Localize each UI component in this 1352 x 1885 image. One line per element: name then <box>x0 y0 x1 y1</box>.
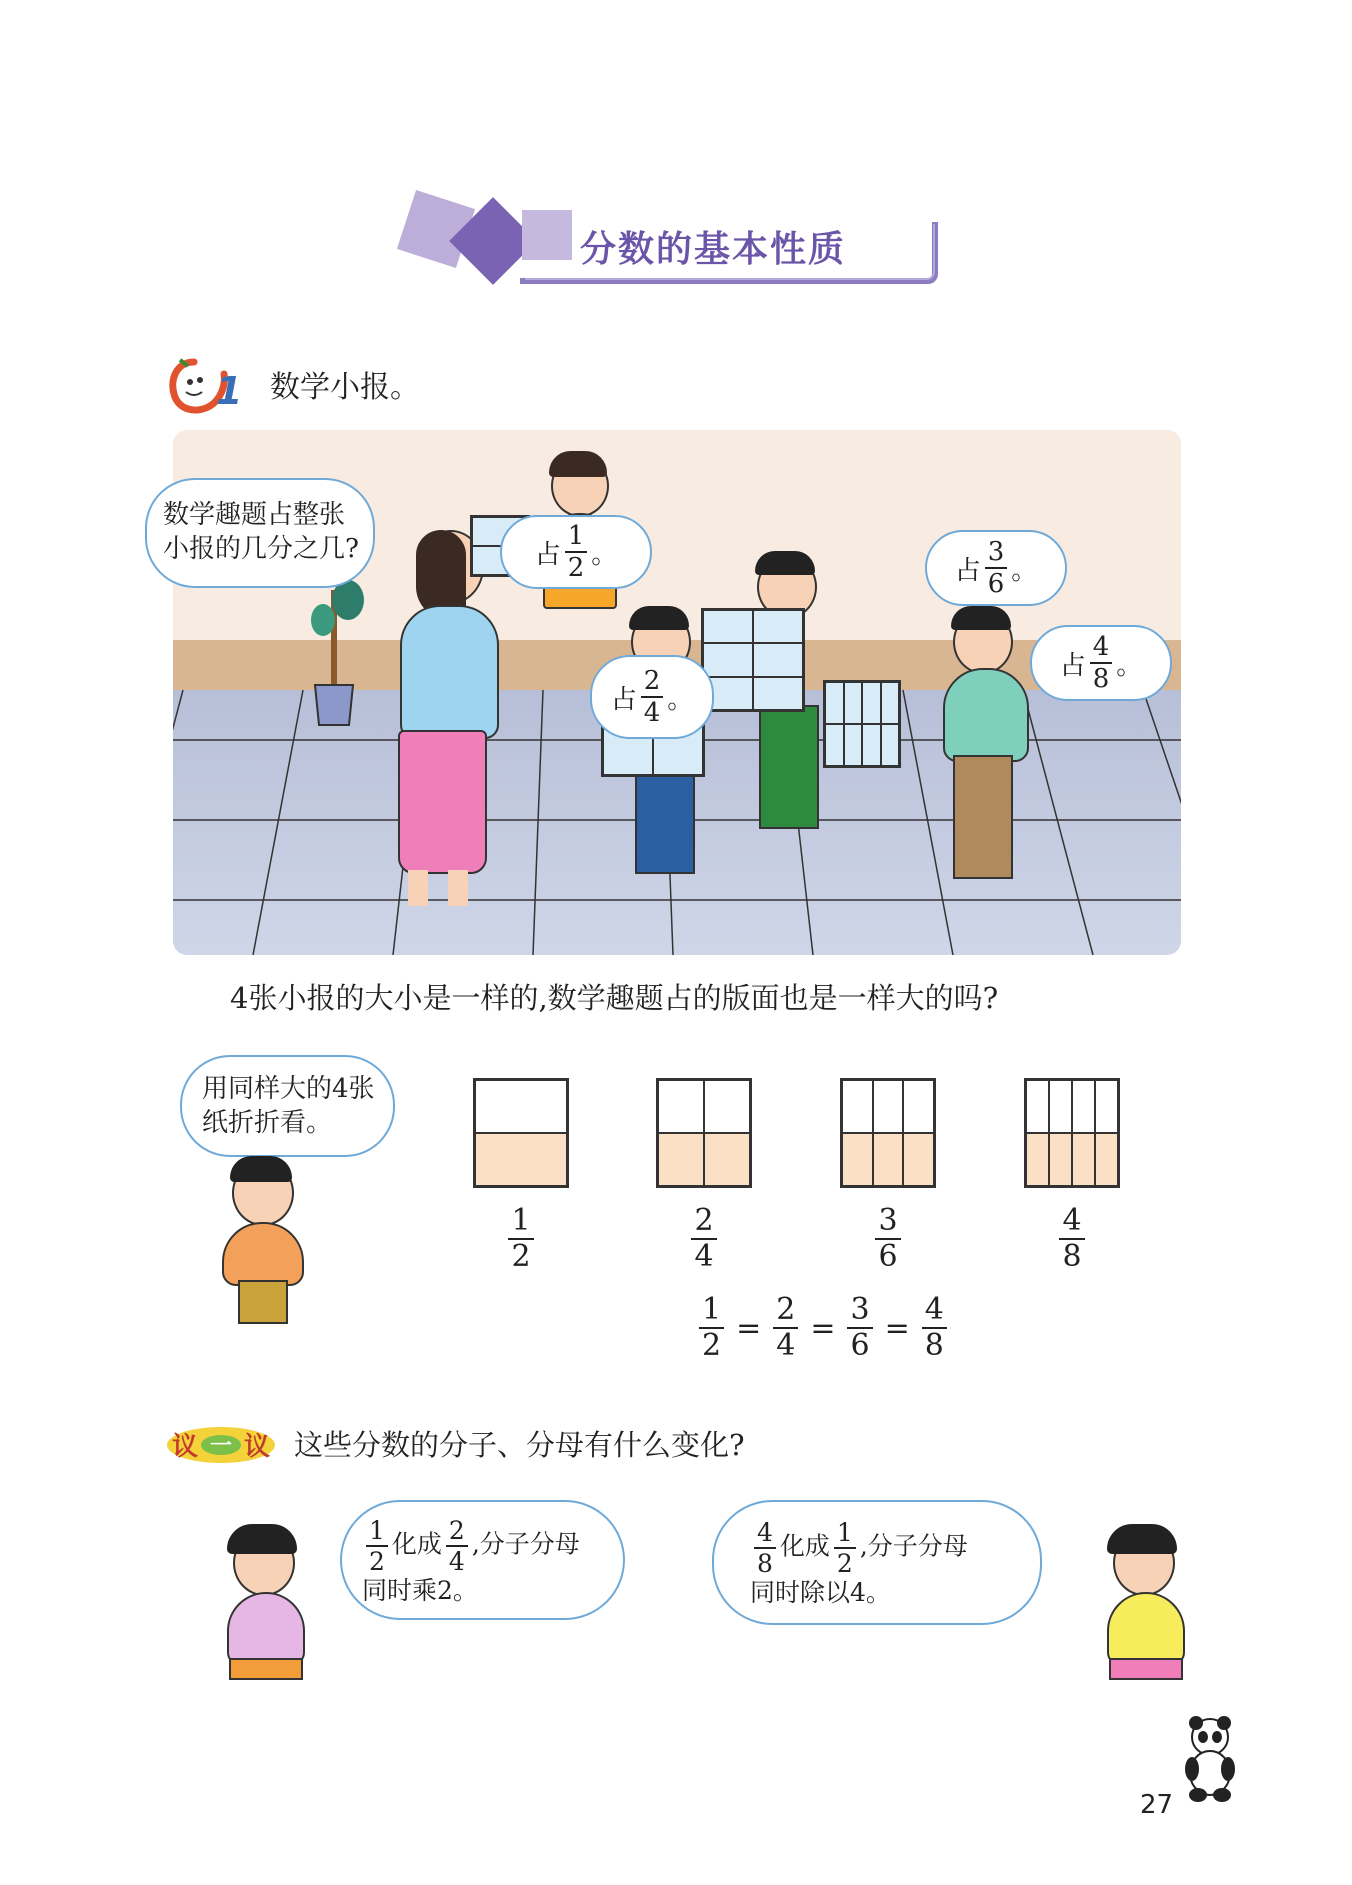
boy-figure <box>733 555 833 875</box>
occupy-label: 占 <box>954 555 981 586</box>
left-discussion-bubble <box>340 1500 625 1620</box>
unshaded-part <box>903 1080 934 1133</box>
boy-with-book-figure <box>210 1160 320 1330</box>
unshaded-part <box>1095 1080 1118 1133</box>
teacher-speech-bubble: 数学趣题占整张小报的几分之几? <box>145 478 375 588</box>
girl-right-figure <box>1085 1530 1205 1705</box>
unshaded-part <box>842 1080 873 1133</box>
unshaded-part <box>873 1080 904 1133</box>
right-discussion-bubble <box>712 1500 1042 1625</box>
answer-bubble-half <box>500 515 652 589</box>
folded-paper-4 <box>1024 1078 1120 1272</box>
fraction: $\frac{4}{8}$ <box>1090 634 1113 692</box>
girl-left-figure <box>205 1530 325 1705</box>
shaded-part <box>873 1133 904 1186</box>
page-number: 27 <box>1140 1790 1174 1820</box>
paper-grid <box>473 1078 569 1188</box>
shaded-part <box>842 1133 873 1186</box>
teacher-figure <box>388 530 518 910</box>
bubble-text: ,分子分母 <box>471 1529 580 1559</box>
period: 。 <box>667 684 694 715</box>
fraction: $\frac{1}{2}$ <box>699 1295 724 1361</box>
svg-text:议: 议 <box>172 1432 199 1462</box>
fraction-label: $\frac{2}{4}$ <box>691 1206 716 1272</box>
shaded-part <box>475 1133 567 1186</box>
shaded-part <box>903 1133 934 1186</box>
fraction: $\frac{3}{6}$ <box>847 1295 872 1361</box>
boy-figure <box>933 610 1043 910</box>
unshaded-part <box>704 1080 750 1133</box>
bubble-text: 同时除以4。 <box>750 1578 891 1607</box>
potted-plant-icon <box>303 570 373 730</box>
fraction-label: $\frac{3}{6}$ <box>875 1206 900 1272</box>
example-title: 数学小报。 <box>270 370 420 405</box>
paper-grid <box>840 1078 936 1188</box>
fraction: $\frac{3}{6}$ <box>985 539 1008 597</box>
newspaper-board <box>823 680 901 768</box>
fraction: $\frac{4}{8}$ <box>922 1295 947 1361</box>
verb-text: 化成 <box>391 1529 442 1559</box>
fraction: $\frac{2}{4}$ <box>641 668 664 726</box>
folded-paper-3 <box>840 1078 936 1272</box>
discussion-prompt: 这些分数的分子、分母有什么变化? <box>294 1428 745 1462</box>
fraction-label: $\frac{1}{2}$ <box>508 1206 533 1272</box>
verb-text: 化成 <box>779 1531 830 1561</box>
paper-grid <box>656 1078 752 1188</box>
equals-sign: = <box>884 1310 910 1346</box>
shaded-part <box>1026 1133 1049 1186</box>
fraction: $\frac{1}{2}$ <box>366 1518 388 1574</box>
unshaded-part <box>1026 1080 1049 1133</box>
discussion-badge-icon <box>166 1425 276 1465</box>
occupy-label: 占 <box>1059 650 1086 681</box>
folded-paper-2 <box>656 1078 752 1272</box>
page-title: 分数的基本性质 <box>580 229 847 270</box>
period: 。 <box>1116 650 1143 681</box>
shaded-part <box>658 1133 704 1186</box>
unshaded-part <box>475 1080 567 1133</box>
hint-speech-bubble: 用同样大的4张纸折折看。 <box>180 1055 395 1157</box>
period: 。 <box>1011 555 1038 586</box>
shaded-part <box>704 1133 750 1186</box>
equals-sign: = <box>810 1310 836 1346</box>
unshaded-part <box>1049 1080 1072 1133</box>
fraction: $\frac{1}{2}$ <box>565 523 588 581</box>
question-text: 4张小报的大小是一样的,数学趣题占的版面也是一样大的吗? <box>230 981 999 1015</box>
occupy-label: 占 <box>610 684 637 715</box>
folded-paper-1 <box>473 1078 569 1272</box>
panda-icon <box>1180 1715 1240 1805</box>
period: 。 <box>591 539 618 570</box>
equals-sign: = <box>736 1310 762 1346</box>
fraction: $\frac{2}{4}$ <box>773 1295 798 1361</box>
svg-text:一: 一 <box>210 1434 233 1459</box>
example-badge-icon <box>166 356 252 418</box>
shaded-part <box>1095 1133 1118 1186</box>
bubble-text: 同时乘2。 <box>362 1576 478 1605</box>
unshaded-part <box>1072 1080 1095 1133</box>
shaded-part <box>1049 1133 1072 1186</box>
answer-bubble-three-sixths <box>925 530 1067 606</box>
svg-text:议: 议 <box>244 1432 271 1462</box>
newspaper-board <box>701 608 805 712</box>
shaded-part <box>1072 1133 1095 1186</box>
bubble-text: ,分子分母 <box>859 1531 968 1561</box>
occupy-label: 占 <box>534 539 561 570</box>
svg-text:1: 1 <box>216 369 243 413</box>
fraction-label: $\frac{4}{8}$ <box>1059 1206 1084 1272</box>
fraction: $\frac{4}{8}$ <box>754 1520 776 1576</box>
paper-grid <box>1024 1078 1120 1188</box>
fraction: $\frac{1}{2}$ <box>834 1520 856 1576</box>
answer-bubble-four-eighths <box>1030 625 1172 701</box>
fraction-equation <box>695 1292 951 1363</box>
unshaded-part <box>658 1080 704 1133</box>
fraction: $\frac{2}{4}$ <box>446 1518 468 1574</box>
answer-bubble-two-fourths <box>590 655 714 739</box>
